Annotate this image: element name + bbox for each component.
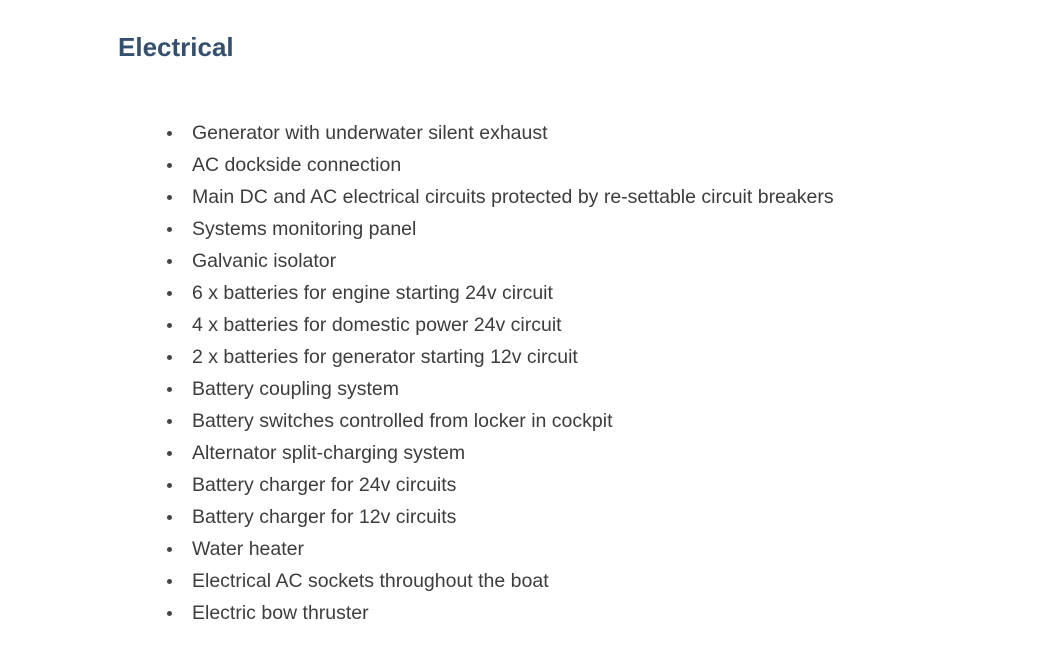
bullet-icon xyxy=(167,227,172,232)
bullet-icon xyxy=(167,451,172,456)
list-item xyxy=(164,405,834,437)
list-item-text: Alternator split-charging system xyxy=(192,442,466,464)
bullet-icon xyxy=(167,611,172,616)
bullet-icon xyxy=(167,483,172,488)
list-item-text: Battery charger for 24v circuits xyxy=(192,474,457,496)
list-item xyxy=(164,533,834,565)
bullet-icon xyxy=(167,291,172,296)
list-item-text: Main DC and AC electrical circuits protected by re-settable circuit breakers xyxy=(192,186,834,208)
list-item xyxy=(164,213,834,245)
list-item xyxy=(164,597,834,629)
bullet-icon xyxy=(167,387,172,392)
feature-list xyxy=(164,117,834,629)
list-item-text: Battery switches controlled from locker in cockpit xyxy=(192,410,613,432)
list-item xyxy=(164,181,834,213)
list-item-text: 2 x batteries for generator starting 12v circuit xyxy=(192,346,578,368)
list-item-text: Electrical AC sockets throughout the boat xyxy=(192,570,549,592)
list-item-text: Electric bow thruster xyxy=(192,602,369,624)
list-item-text: Systems monitoring panel xyxy=(192,218,417,240)
bullet-icon xyxy=(167,547,172,552)
bullet-icon xyxy=(167,259,172,264)
list-item xyxy=(164,277,834,309)
list-item-text: Water heater xyxy=(192,538,304,560)
bullet-icon xyxy=(167,579,172,584)
list-item xyxy=(164,149,834,181)
list-item xyxy=(164,565,834,597)
list-item xyxy=(164,437,834,469)
bullet-icon xyxy=(167,419,172,424)
list-item-text: Galvanic isolator xyxy=(192,250,337,272)
list-item xyxy=(164,309,834,341)
bullet-icon xyxy=(167,515,172,520)
bullet-icon xyxy=(167,323,172,328)
bullet-icon xyxy=(167,355,172,360)
list-item xyxy=(164,501,834,533)
bullet-icon xyxy=(167,195,172,200)
section-title: Electrical xyxy=(118,32,234,62)
bullet-icon xyxy=(167,131,172,136)
list-item xyxy=(164,341,834,373)
list-item xyxy=(164,117,834,149)
list-item xyxy=(164,245,834,277)
list-item-text: Generator with underwater silent exhaust xyxy=(192,122,548,144)
list-item-text: Battery charger for 12v circuits xyxy=(192,506,457,528)
list-item xyxy=(164,373,834,405)
bullet-icon xyxy=(167,163,172,168)
list-item-text: AC dockside connection xyxy=(192,154,402,176)
list-item-text: 6 x batteries for engine starting 24v circuit xyxy=(192,282,553,304)
list-item-text: Battery coupling system xyxy=(192,378,400,400)
list-item xyxy=(164,469,834,501)
list-item-text: 4 x batteries for domestic power 24v circuit xyxy=(192,314,562,336)
